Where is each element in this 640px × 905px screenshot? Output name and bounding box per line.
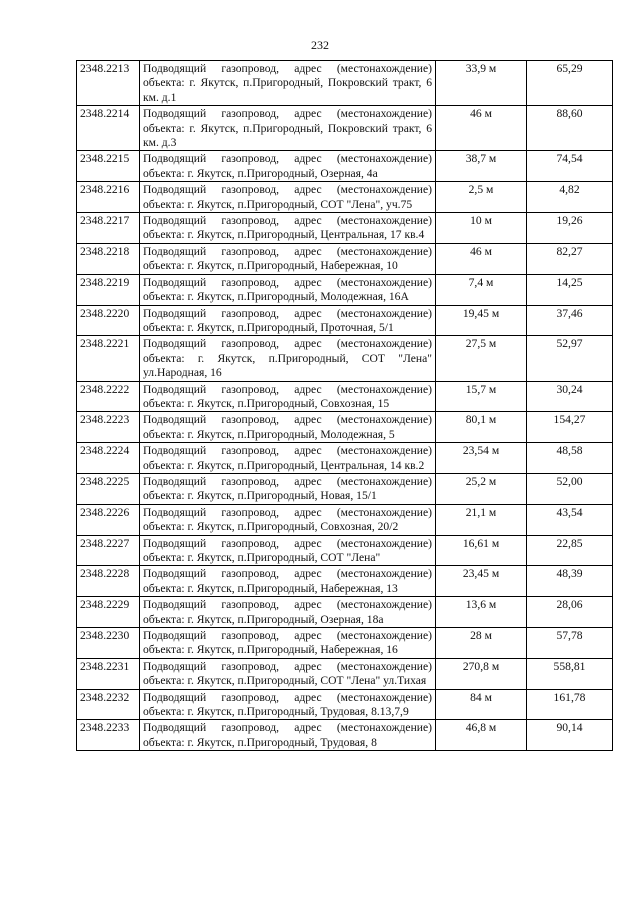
- length-cell: 38,7 м: [436, 151, 527, 182]
- description-cell: Подводящий газопровод, адрес (местонахождение) объекта: г. Якутск, п.Пригородный, СОТ "Лена" ул.Народная, 16: [140, 336, 436, 381]
- length-cell: 25,2 м: [436, 473, 527, 504]
- table-row: [77, 658, 613, 689]
- row-number-cell: 2348.2232: [77, 689, 140, 720]
- value-cell: 52,00: [527, 473, 613, 504]
- row-number-cell: 2348.2233: [77, 720, 140, 751]
- value-cell: 14,25: [527, 274, 613, 305]
- table-row: [77, 61, 613, 106]
- description-cell: Подводящий газопровод, адрес (местонахождение) объекта: г. Якутск, п.Пригородный, Центральная, 14 кв.2: [140, 443, 436, 474]
- value-cell: 558,81: [527, 658, 613, 689]
- row-number-cell: 2348.2220: [77, 305, 140, 336]
- table-row: [77, 106, 613, 151]
- row-number-cell: 2348.2222: [77, 381, 140, 412]
- registry-table-body: [77, 61, 613, 751]
- description-cell: Подводящий газопровод, адрес (местонахождение) объекта: г. Якутск, п.Пригородный, СОТ "Лена": [140, 535, 436, 566]
- row-number-cell: 2348.2214: [77, 106, 140, 151]
- value-cell: 161,78: [527, 689, 613, 720]
- table-row: [77, 720, 613, 751]
- length-cell: 2,5 м: [436, 182, 527, 213]
- length-cell: 28 м: [436, 628, 527, 659]
- value-cell: 52,97: [527, 336, 613, 381]
- length-cell: 13,6 м: [436, 597, 527, 628]
- value-cell: 82,27: [527, 243, 613, 274]
- row-number-cell: 2348.2228: [77, 566, 140, 597]
- description-cell: Подводящий газопровод, адрес (местонахождение) объекта: г. Якутск, п.Пригородный, Молодежная, 16А: [140, 274, 436, 305]
- table-row: [77, 305, 613, 336]
- description-cell: Подводящий газопровод, адрес (местонахождение) объекта: г. Якутск, п.Пригородный, Покровский тракт, 6 км. д.3: [140, 106, 436, 151]
- registry-table: [76, 60, 613, 751]
- description-cell: Подводящий газопровод, адрес (местонахождение) объекта: г. Якутск, п.Пригородный, Новая, 15/1: [140, 473, 436, 504]
- value-cell: 4,82: [527, 182, 613, 213]
- table-row: [77, 597, 613, 628]
- row-number-cell: 2348.2226: [77, 504, 140, 535]
- description-cell: Подводящий газопровод, адрес (местонахождение) объекта: г. Якутск, п.Пригородный, Озерная, 18а: [140, 597, 436, 628]
- value-cell: 88,60: [527, 106, 613, 151]
- row-number-cell: 2348.2219: [77, 274, 140, 305]
- page-number: 232: [311, 38, 329, 52]
- value-cell: 28,06: [527, 597, 613, 628]
- value-cell: 19,26: [527, 213, 613, 244]
- length-cell: 46 м: [436, 106, 527, 151]
- table-row: [77, 243, 613, 274]
- description-cell: Подводящий газопровод, адрес (местонахождение) объекта: г. Якутск, п.Пригородный, СОТ "Лена", уч.75: [140, 182, 436, 213]
- length-cell: 7,4 м: [436, 274, 527, 305]
- row-number-cell: 2348.2221: [77, 336, 140, 381]
- description-cell: Подводящий газопровод, адрес (местонахождение) объекта: г. Якутск, п.Пригородный, Совхозная, 20/2: [140, 504, 436, 535]
- row-number-cell: 2348.2216: [77, 182, 140, 213]
- table-row: [77, 213, 613, 244]
- row-number-cell: 2348.2231: [77, 658, 140, 689]
- length-cell: 21,1 м: [436, 504, 527, 535]
- value-cell: 154,27: [527, 412, 613, 443]
- description-cell: Подводящий газопровод, адрес (местонахождение) объекта: г. Якутск, п.Пригородный, Проточная, 5/1: [140, 305, 436, 336]
- table-row: [77, 535, 613, 566]
- length-cell: 270,8 м: [436, 658, 527, 689]
- table-row: [77, 443, 613, 474]
- row-number-cell: 2348.2225: [77, 473, 140, 504]
- row-number-cell: 2348.2227: [77, 535, 140, 566]
- value-cell: 37,46: [527, 305, 613, 336]
- description-cell: Подводящий газопровод, адрес (местонахождение) объекта: г. Якутск, п.Пригородный, Совхозная, 15: [140, 381, 436, 412]
- description-cell: Подводящий газопровод, адрес (местонахождение) объекта: г. Якутск, п.Пригородный, Набережная, 10: [140, 243, 436, 274]
- description-cell: Подводящий газопровод, адрес (местонахождение) объекта: г. Якутск, п.Пригородный, Центральная, 17 кв.4: [140, 213, 436, 244]
- description-cell: Подводящий газопровод, адрес (местонахождение) объекта: г. Якутск, п.Пригородный, Озерная, 4а: [140, 151, 436, 182]
- length-cell: 84 м: [436, 689, 527, 720]
- length-cell: 23,45 м: [436, 566, 527, 597]
- table-row: [77, 381, 613, 412]
- row-number-cell: 2348.2229: [77, 597, 140, 628]
- description-cell: Подводящий газопровод, адрес (местонахождение) объекта: г. Якутск, п.Пригородный, Трудовая, 8: [140, 720, 436, 751]
- row-number-cell: 2348.2213: [77, 61, 140, 106]
- description-cell: Подводящий газопровод, адрес (местонахождение) объекта: г. Якутск, п.Пригородный, СОТ "Лена" ул.Тихая: [140, 658, 436, 689]
- row-number-cell: 2348.2223: [77, 412, 140, 443]
- value-cell: 57,78: [527, 628, 613, 659]
- description-cell: Подводящий газопровод, адрес (местонахождение) объекта: г. Якутск, п.Пригородный, Покровский тракт, 6 км. д.1: [140, 61, 436, 106]
- value-cell: 22,85: [527, 535, 613, 566]
- length-cell: 46,8 м: [436, 720, 527, 751]
- description-cell: Подводящий газопровод, адрес (местонахождение) объекта: г. Якутск, п.Пригородный, Молодежная, 5: [140, 412, 436, 443]
- row-number-cell: 2348.2218: [77, 243, 140, 274]
- table-row: [77, 336, 613, 381]
- value-cell: 90,14: [527, 720, 613, 751]
- value-cell: 48,58: [527, 443, 613, 474]
- value-cell: 65,29: [527, 61, 613, 106]
- table-row: [77, 412, 613, 443]
- length-cell: 10 м: [436, 213, 527, 244]
- description-cell: Подводящий газопровод, адрес (местонахождение) объекта: г. Якутск, п.Пригородный, Трудовая, 8.13,7,9: [140, 689, 436, 720]
- description-cell: Подводящий газопровод, адрес (местонахождение) объекта: г. Якутск, п.Пригородный, Набережная, 13: [140, 566, 436, 597]
- table-row: [77, 182, 613, 213]
- length-cell: 15,7 м: [436, 381, 527, 412]
- row-number-cell: 2348.2215: [77, 151, 140, 182]
- value-cell: 30,24: [527, 381, 613, 412]
- length-cell: 27,5 м: [436, 336, 527, 381]
- table-row: [77, 504, 613, 535]
- length-cell: 33,9 м: [436, 61, 527, 106]
- value-cell: 74,54: [527, 151, 613, 182]
- row-number-cell: 2348.2217: [77, 213, 140, 244]
- table-row: [77, 689, 613, 720]
- table-row: [77, 473, 613, 504]
- table-row: [77, 628, 613, 659]
- row-number-cell: 2348.2224: [77, 443, 140, 474]
- description-cell: Подводящий газопровод, адрес (местонахождение) объекта: г. Якутск, п.Пригородный, Набережная, 16: [140, 628, 436, 659]
- table-row: [77, 566, 613, 597]
- value-cell: 48,39: [527, 566, 613, 597]
- value-cell: 43,54: [527, 504, 613, 535]
- length-cell: 16,61 м: [436, 535, 527, 566]
- length-cell: 19,45 м: [436, 305, 527, 336]
- row-number-cell: 2348.2230: [77, 628, 140, 659]
- length-cell: 46 м: [436, 243, 527, 274]
- length-cell: 23,54 м: [436, 443, 527, 474]
- table-row: [77, 151, 613, 182]
- table-row: [77, 274, 613, 305]
- length-cell: 80,1 м: [436, 412, 527, 443]
